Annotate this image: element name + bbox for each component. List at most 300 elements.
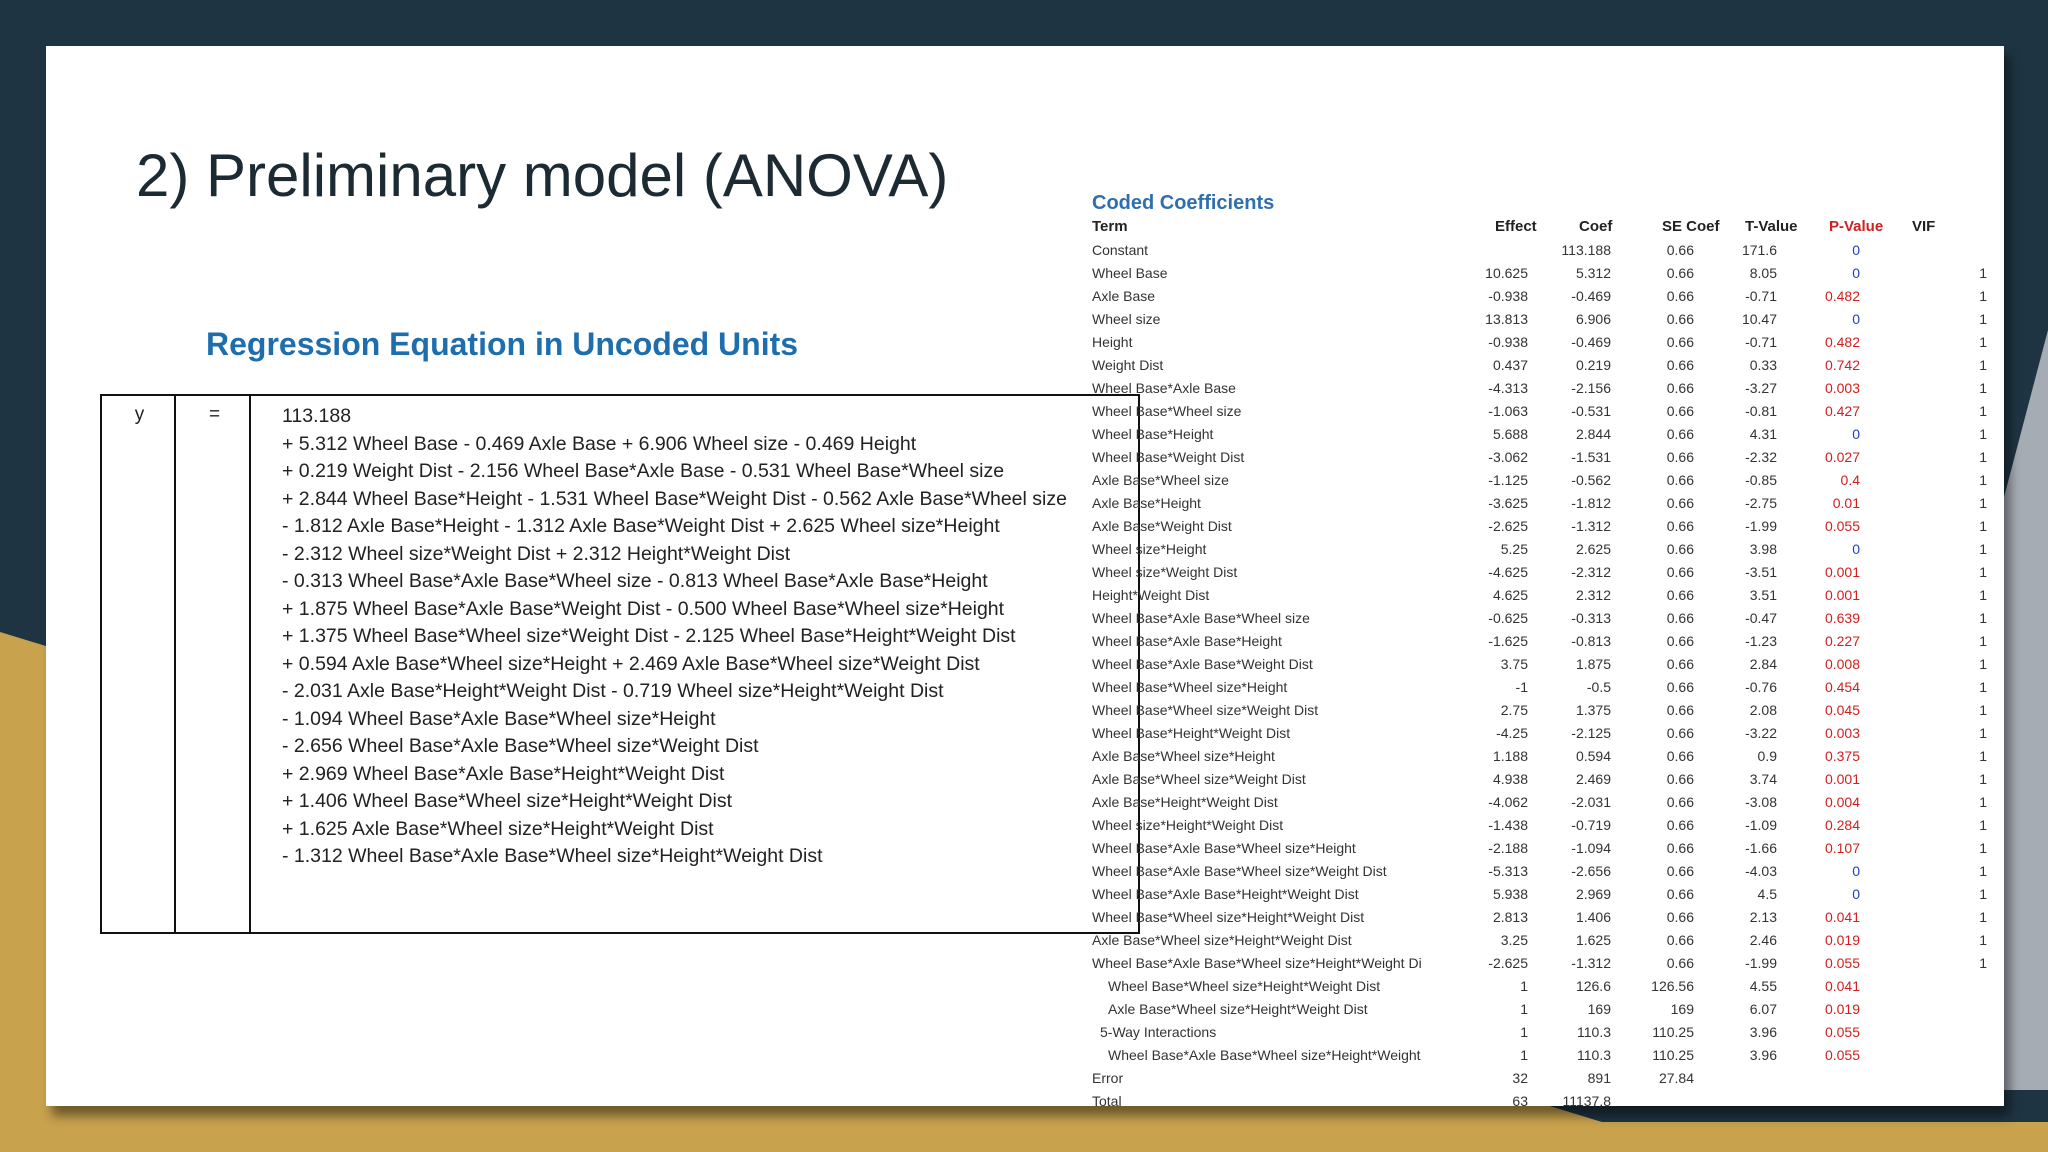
cell-t-value: -1.09 [1745, 817, 1777, 833]
coefficient-row [1092, 771, 2002, 794]
equation-lhs: y [134, 404, 145, 425]
cell-p-value: 0 [1852, 863, 1860, 879]
cell-vif: 1 [1979, 334, 1987, 350]
cell-t-value: 10.47 [1741, 311, 1777, 327]
cell-coef: -0.469 [1571, 288, 1611, 304]
cell-p-value: 0.482 [1824, 334, 1860, 350]
cell-t-value: 8.05 [1749, 265, 1777, 281]
cell-se-coef: 0.66 [1666, 955, 1694, 971]
cell-p-value: 0 [1852, 886, 1860, 902]
cell-term: Wheel Base*Axle Base*Wheel size*Height*Weight [1108, 1047, 1421, 1063]
cell-coef: 11137.8 [1562, 1093, 1611, 1109]
cell-t-value: -1.23 [1745, 633, 1777, 649]
regression-equation-title: Regression Equation in Uncoded Units [206, 326, 799, 362]
cell-term: Weight Dist [1092, 357, 1164, 373]
cell-coef: -2.312 [1571, 564, 1611, 580]
cell-effect: -4.25 [1496, 725, 1528, 741]
cell-p-value: 0 [1852, 426, 1860, 442]
cell-coef: 110.3 [1577, 1024, 1611, 1040]
cell-effect: -5.313 [1488, 863, 1528, 879]
coefficient-row [1092, 955, 2002, 978]
cell-term: Height*Weight Dist [1092, 587, 1210, 603]
cell-t-value: -2.32 [1745, 449, 1777, 465]
cell-vif: 1 [1979, 886, 1987, 902]
cell-t-value: -1.99 [1745, 955, 1777, 971]
coefficient-row [1092, 403, 2002, 426]
cell-se-coef: 27.84 [1658, 1070, 1694, 1086]
cell-effect: 1 [1520, 1024, 1528, 1040]
cell-vif: 1 [1979, 403, 1987, 419]
cell-vif: 1 [1979, 564, 1987, 580]
cell-effect: -0.938 [1488, 334, 1528, 350]
cell-term: Constant [1092, 242, 1149, 258]
cell-coef: 126.6 [1575, 978, 1611, 994]
cell-se-coef: 0.66 [1666, 725, 1694, 741]
cell-coef: -2.125 [1571, 725, 1611, 741]
cell-term: Wheel Base*Axle Base*Height [1092, 633, 1282, 649]
header-term: Term [1092, 218, 1128, 235]
cell-t-value: 6.07 [1749, 1001, 1777, 1017]
cell-term: Wheel Base*Wheel size*Weight Dist [1092, 702, 1319, 718]
equation-line: + 1.375 Wheel Base*Wheel size*Weight Dist - 2.125 Wheel Base*Height*Weight Dist [282, 625, 1016, 647]
cell-effect: 0.437 [1492, 357, 1528, 373]
cell-p-value: 0.004 [1824, 794, 1860, 810]
cell-term: Wheel Base*Wheel size [1092, 403, 1242, 419]
cell-se-coef: 0.66 [1666, 886, 1694, 902]
cell-coef: 1.625 [1575, 932, 1611, 948]
cell-se-coef: 0.66 [1666, 495, 1694, 511]
cell-coef: 1.375 [1575, 702, 1611, 718]
coefficient-row [1092, 541, 2002, 564]
cell-effect: -2.188 [1488, 840, 1528, 856]
cell-t-value: -1.99 [1745, 518, 1777, 534]
cell-term: Wheel Base*Weight Dist [1092, 449, 1245, 465]
cell-t-value: -3.27 [1745, 380, 1777, 396]
coefficient-row [1092, 380, 2002, 403]
header-vif: VIF [1912, 218, 1936, 235]
cell-coef: 2.625 [1575, 541, 1611, 557]
cell-term: Axle Base*Wheel size*Height*Weight Dist [1092, 932, 1352, 948]
cell-vif: 1 [1979, 495, 1987, 511]
equation-line: + 2.969 Wheel Base*Axle Base*Height*Weight Dist [282, 762, 725, 785]
equation-terms [282, 403, 1072, 871]
coefficient-row [1092, 265, 2002, 288]
cell-coef: 0.219 [1575, 357, 1611, 373]
cell-effect: 3.75 [1500, 656, 1528, 672]
cell-coef: -1.312 [1571, 955, 1611, 971]
coefficient-row [1092, 817, 2002, 840]
cell-se-coef: 110.25 [1652, 1047, 1694, 1063]
cell-coef: 113.188 [1561, 242, 1611, 258]
cell-effect: -1.438 [1488, 817, 1528, 833]
coefficient-row [1092, 472, 2002, 495]
coefficient-row [1092, 725, 2002, 748]
coefficient-row [1092, 1024, 2002, 1047]
header-t-value: T-Value [1745, 218, 1798, 235]
cell-p-value: 0.055 [1824, 1024, 1860, 1040]
cell-coef: -1.812 [1571, 495, 1611, 511]
cell-t-value: -4.03 [1745, 863, 1777, 879]
cell-se-coef: 0.66 [1666, 288, 1694, 304]
coefficient-row [1092, 633, 2002, 656]
cell-vif: 1 [1979, 311, 1987, 327]
equation-line: + 2.844 Wheel Base*Height - 1.531 Wheel Base*Weight Dist - 0.562 Axle Base*Wheel size [282, 487, 1067, 510]
cell-term: Axle Base*Wheel size*Height*Weight Dist [1108, 1001, 1368, 1017]
cell-coef: -0.5 [1586, 679, 1611, 695]
coefficient-row [1092, 909, 2002, 932]
cell-term: Wheel Base*Height [1092, 426, 1214, 442]
cell-p-value: 0.041 [1824, 909, 1860, 925]
cell-coef: 1.875 [1575, 656, 1611, 672]
cell-effect: 2.75 [1500, 702, 1528, 718]
cell-coef: -0.531 [1571, 403, 1611, 419]
cell-term: Wheel Base*Axle Base*Height*Weight Dist [1092, 886, 1359, 902]
coefficient-row [1092, 587, 2002, 610]
coefficient-row [1092, 334, 2002, 357]
cell-t-value: 3.96 [1749, 1024, 1777, 1040]
regression-equation-table [100, 394, 1140, 934]
coefficient-row [1092, 242, 2002, 265]
cell-term: Wheel size*Height [1092, 541, 1207, 557]
cell-se-coef: 126.56 [1651, 978, 1694, 994]
slide [46, 46, 2004, 1109]
cell-t-value: -0.71 [1745, 334, 1777, 350]
cell-effect: -3.062 [1488, 449, 1528, 465]
cell-p-value: 0.227 [1824, 633, 1860, 649]
cell-vif: 1 [1979, 449, 1987, 465]
equation-line: - 1.094 Wheel Base*Axle Base*Wheel size*Height [282, 707, 716, 730]
cell-t-value: 3.74 [1749, 771, 1777, 787]
cell-t-value: -0.76 [1745, 679, 1777, 695]
coefficient-row [1092, 610, 2002, 633]
cell-coef: 2.844 [1575, 426, 1611, 442]
cell-se-coef: 0.66 [1666, 541, 1694, 557]
cell-effect: -0.938 [1488, 288, 1528, 304]
cell-t-value: 3.96 [1749, 1047, 1777, 1063]
cell-term: Wheel Base*Wheel size*Height [1092, 679, 1288, 695]
cell-coef: 5.312 [1575, 265, 1611, 281]
cell-t-value: -0.47 [1745, 610, 1777, 626]
cell-vif: 1 [1979, 909, 1987, 925]
cell-term: Wheel Base*Height*Weight Dist [1092, 725, 1291, 741]
cell-effect: -4.625 [1488, 564, 1528, 580]
equation-line: - 1.312 Wheel Base*Axle Base*Wheel size*Height*Weight Dist [282, 845, 823, 867]
cell-effect: 32 [1512, 1070, 1528, 1086]
cell-se-coef: 0.66 [1666, 518, 1694, 534]
cell-se-coef: 0.66 [1666, 334, 1694, 350]
cell-t-value: 0.9 [1757, 748, 1777, 764]
equation-line: - 2.031 Axle Base*Height*Weight Dist - 0.719 Wheel size*Height*Weight Dist [282, 680, 944, 702]
cell-term: Wheel Base*Axle Base*Weight Dist [1092, 656, 1313, 672]
cell-coef: -0.719 [1571, 817, 1611, 833]
cell-effect: -1.063 [1488, 403, 1528, 419]
cell-coef: -2.156 [1571, 380, 1611, 396]
cell-se-coef: 0.66 [1666, 840, 1694, 856]
equation-line: 113.188 [282, 405, 352, 427]
cell-effect: -3.625 [1488, 495, 1528, 511]
cell-p-value: 0 [1852, 311, 1860, 327]
cell-se-coef: 0.66 [1666, 587, 1694, 603]
cell-coef: 110.3 [1577, 1047, 1611, 1063]
cell-vif: 1 [1979, 656, 1987, 672]
cell-effect: -1.625 [1488, 633, 1528, 649]
cell-se-coef: 0.66 [1666, 679, 1694, 695]
cell-se-coef: 0.66 [1666, 748, 1694, 764]
slide-title: 2) Preliminary model (ANOVA) [136, 142, 949, 209]
cell-se-coef: 0.66 [1666, 817, 1694, 833]
cell-p-value: 0.742 [1824, 357, 1860, 373]
cell-t-value: -0.71 [1745, 288, 1777, 304]
cell-p-value: 0.019 [1824, 1001, 1860, 1017]
cell-coef: 1.406 [1575, 909, 1611, 925]
cell-p-value: 0 [1852, 265, 1860, 281]
cell-vif: 1 [1979, 265, 1987, 281]
coefficient-row [1092, 426, 2002, 449]
cell-effect: 3.25 [1500, 932, 1528, 948]
cell-se-coef: 0.66 [1666, 311, 1694, 327]
cell-se-coef: 0.66 [1666, 863, 1694, 879]
cell-coef: -0.562 [1571, 472, 1611, 488]
coefficient-row [1092, 449, 2002, 472]
table-divider [174, 396, 176, 932]
coefficient-row [1092, 357, 2002, 380]
cell-vif: 1 [1979, 702, 1987, 718]
coefficient-row [1092, 1070, 2002, 1093]
cell-vif: 1 [1979, 587, 1987, 603]
cell-p-value: 0.055 [1824, 1047, 1860, 1063]
cell-p-value: 0.019 [1824, 932, 1860, 948]
cell-t-value: -3.51 [1745, 564, 1777, 580]
coefficient-row [1092, 495, 2002, 518]
equation-line: + 1.406 Wheel Base*Wheel size*Height*Weight Dist [282, 790, 732, 812]
cell-coef: 0.594 [1575, 748, 1611, 764]
equation-line: + 0.594 Axle Base*Wheel size*Height + 2.469 Axle Base*Wheel size*Weight Dist [282, 652, 980, 675]
cell-p-value: 0.003 [1824, 380, 1860, 396]
cell-se-coef: 0.66 [1666, 449, 1694, 465]
cell-t-value: -3.08 [1745, 794, 1777, 810]
cell-p-value: 0.055 [1824, 955, 1860, 971]
cell-vif: 1 [1979, 679, 1987, 695]
cell-effect: -1.125 [1488, 472, 1528, 488]
cell-se-coef: 0.66 [1666, 633, 1694, 649]
header-p-value: P-Value [1829, 218, 1884, 235]
cell-effect: 1 [1520, 1001, 1528, 1017]
cell-se-coef: 0.66 [1666, 794, 1694, 810]
cell-t-value: 0.33 [1749, 357, 1777, 373]
cell-term: Wheel Base*Wheel size*Height*Weight Dist [1092, 909, 1365, 925]
equation-line: + 5.312 Wheel Base - 0.469 Axle Base + 6.906 Wheel size - 0.469 Height [282, 432, 917, 455]
coefficient-row [1092, 311, 2002, 334]
cell-p-value: 0.427 [1824, 403, 1860, 419]
cell-t-value: 4.55 [1749, 978, 1777, 994]
cell-term: Axle Base [1092, 288, 1156, 304]
cell-coef: 2.469 [1575, 771, 1611, 787]
cell-term: 5-Way Interactions [1100, 1024, 1217, 1040]
cell-effect: 63 [1512, 1093, 1528, 1109]
cell-vif: 1 [1979, 955, 1987, 971]
cell-effect: -1 [1515, 679, 1528, 695]
coefficient-row [1092, 1093, 2002, 1116]
cell-p-value: 0.375 [1824, 748, 1860, 764]
cell-t-value: 4.5 [1757, 886, 1777, 902]
cell-p-value: 0.045 [1824, 702, 1860, 718]
coefficient-row [1092, 1047, 2002, 1070]
cell-coef: 169 [1587, 1001, 1611, 1017]
coefficient-row [1092, 840, 2002, 863]
cell-vif: 1 [1979, 794, 1987, 810]
coefficient-row [1092, 794, 2002, 817]
cell-coef: 6.906 [1575, 311, 1611, 327]
coefficient-row [1092, 1001, 2002, 1024]
cell-coef: -2.656 [1571, 863, 1611, 879]
equation-line: + 0.219 Weight Dist - 2.156 Wheel Base*Axle Base - 0.531 Wheel Base*Wheel size [282, 460, 1005, 482]
cell-se-coef: 0.66 [1666, 771, 1694, 787]
cell-t-value: 2.46 [1749, 932, 1777, 948]
cell-t-value: -0.85 [1745, 472, 1777, 488]
cell-se-coef: 0.66 [1666, 610, 1694, 626]
cell-p-value: 0.107 [1824, 840, 1860, 856]
cell-p-value: 0.003 [1824, 725, 1860, 741]
cell-vif: 1 [1979, 288, 1987, 304]
cell-se-coef: 0.66 [1666, 357, 1694, 373]
table-divider [249, 396, 251, 932]
cell-t-value: -2.75 [1745, 495, 1777, 511]
cell-term: Wheel Base*Axle Base*Wheel size*Height [1092, 840, 1356, 856]
equation-equals: = [208, 404, 221, 425]
cell-effect: -4.062 [1488, 794, 1528, 810]
coefficient-row [1092, 288, 2002, 311]
cell-p-value: 0.01 [1832, 495, 1860, 511]
cell-se-coef: 169 [1670, 1001, 1694, 1017]
header-effect: Effect [1495, 218, 1537, 235]
header-se-coef: SE Coef [1662, 218, 1720, 235]
cell-coef: -0.469 [1571, 334, 1611, 350]
cell-p-value: 0.027 [1824, 449, 1860, 465]
cell-term: Wheel Base*Axle Base [1092, 380, 1236, 396]
cell-term: Wheel Base*Wheel size*Height*Weight Dist [1108, 978, 1381, 994]
coefficient-row [1092, 679, 2002, 702]
cell-se-coef: 0.66 [1666, 242, 1694, 258]
cell-se-coef: 0.66 [1666, 380, 1694, 396]
cell-term: Wheel Base*Axle Base*Wheel size*Height*Weight Di [1092, 955, 1422, 971]
cell-coef: -1.531 [1571, 449, 1611, 465]
cell-vif: 1 [1979, 863, 1987, 879]
cell-coef: -0.813 [1571, 633, 1611, 649]
cell-vif: 1 [1979, 357, 1987, 373]
cell-p-value: 0 [1852, 242, 1860, 258]
cell-term: Axle Base*Wheel size [1092, 472, 1229, 488]
cell-p-value: 0.001 [1824, 771, 1860, 787]
cell-t-value: 3.51 [1749, 587, 1777, 603]
cell-vif: 1 [1979, 380, 1987, 396]
cell-term: Axle Base*Weight Dist [1092, 518, 1232, 534]
cell-term: Error [1092, 1070, 1124, 1086]
cell-effect: -4.313 [1488, 380, 1528, 396]
cell-term: Wheel Base*Axle Base*Wheel size*Weight Dist [1092, 863, 1387, 879]
cell-coef: 2.969 [1575, 886, 1611, 902]
cell-t-value: 4.31 [1749, 426, 1777, 442]
cell-p-value: 0.001 [1824, 564, 1860, 580]
cell-vif: 1 [1979, 472, 1987, 488]
cell-effect: 5.25 [1500, 541, 1528, 557]
cell-effect: 1.188 [1492, 748, 1528, 764]
cell-se-coef: 0.66 [1666, 564, 1694, 580]
cell-t-value: 2.84 [1749, 656, 1777, 672]
cell-effect: 10.625 [1485, 265, 1528, 281]
cell-p-value: 0.001 [1824, 587, 1860, 603]
coefficient-row [1092, 656, 2002, 679]
background-gold-band [0, 1122, 2048, 1152]
cell-vif: 1 [1979, 518, 1987, 534]
cell-effect: -0.625 [1488, 610, 1528, 626]
cell-effect: -2.625 [1488, 955, 1528, 971]
cell-se-coef: 0.66 [1666, 702, 1694, 718]
cell-t-value: -1.66 [1745, 840, 1777, 856]
cell-se-coef: 0.66 [1666, 932, 1694, 948]
cell-coef: -1.094 [1571, 840, 1611, 856]
cell-se-coef: 0.66 [1666, 426, 1694, 442]
cell-coef: 891 [1587, 1070, 1611, 1086]
cell-effect: 1 [1520, 1047, 1528, 1063]
coefficient-row [1092, 932, 2002, 955]
cell-vif: 1 [1979, 610, 1987, 626]
cell-p-value: 0.041 [1824, 978, 1860, 994]
cell-se-coef: 0.66 [1666, 909, 1694, 925]
cell-vif: 1 [1979, 541, 1987, 557]
cell-p-value: 0.482 [1824, 288, 1860, 304]
cell-t-value: -3.22 [1745, 725, 1777, 741]
equation-line: - 1.812 Axle Base*Height - 1.312 Axle Base*Weight Dist + 2.625 Wheel size*Height [282, 515, 1000, 537]
equation-line: - 0.313 Wheel Base*Axle Base*Wheel size - 0.813 Wheel Base*Axle Base*Height [282, 570, 988, 592]
cell-term: Axle Base*Wheel size*Weight Dist [1092, 771, 1306, 787]
cell-coef: -0.313 [1571, 610, 1611, 626]
cell-vif: 1 [1979, 771, 1987, 787]
cell-p-value: 0.454 [1824, 679, 1860, 695]
cell-p-value: 0 [1852, 541, 1860, 557]
equation-line: - 2.312 Wheel size*Weight Dist + 2.312 Height*Weight Dist [282, 542, 791, 565]
coefficient-row [1092, 748, 2002, 771]
cell-term: Wheel Base*Axle Base*Wheel size [1092, 610, 1310, 626]
coefficient-row [1092, 518, 2002, 541]
coefficient-row [1092, 978, 2002, 1001]
cell-se-coef: 0.66 [1666, 656, 1694, 672]
cell-term: Axle Base*Wheel size*Height [1092, 748, 1275, 764]
cell-coef: 2.312 [1575, 587, 1611, 603]
coefficient-row [1092, 886, 2002, 909]
cell-se-coef: 0.66 [1666, 403, 1694, 419]
cell-t-value: 2.13 [1749, 909, 1777, 925]
equation-line: + 1.875 Wheel Base*Axle Base*Weight Dist - 0.500 Wheel Base*Wheel size*Height [282, 597, 1005, 620]
cell-term: Height [1092, 334, 1133, 350]
cell-term: Wheel size*Height*Weight Dist [1092, 817, 1284, 833]
cell-term: Total [1092, 1093, 1122, 1109]
cell-effect: -2.625 [1488, 518, 1528, 534]
cell-t-value: -0.81 [1745, 403, 1777, 419]
cell-effect: 13.813 [1485, 311, 1528, 327]
equation-line: - 2.656 Wheel Base*Axle Base*Wheel size*Weight Dist [282, 735, 759, 757]
coefficient-row [1092, 702, 2002, 725]
cell-term: Wheel size*Weight Dist [1092, 564, 1238, 580]
cell-effect: 2.813 [1492, 909, 1528, 925]
cell-term: Wheel size [1092, 311, 1161, 327]
cell-coef: -2.031 [1571, 794, 1611, 810]
cell-effect: 4.625 [1492, 587, 1528, 603]
cell-p-value: 0.055 [1824, 518, 1860, 534]
cell-p-value: 0.008 [1824, 656, 1860, 672]
cell-coef: -1.312 [1571, 518, 1611, 534]
cell-vif: 1 [1979, 633, 1987, 649]
cell-vif: 1 [1979, 932, 1987, 948]
